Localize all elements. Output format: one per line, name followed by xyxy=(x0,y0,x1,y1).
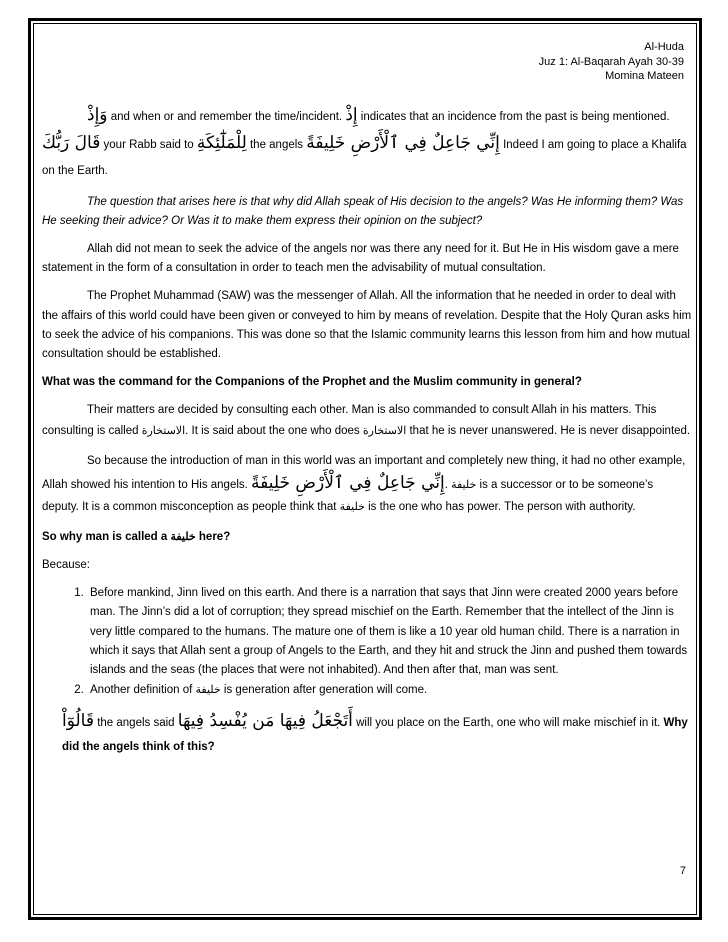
text-segment: will you place on the Earth, one who will make mischief in it. xyxy=(352,717,664,730)
text-segment: is the one who has power. The person with authority. xyxy=(364,500,636,513)
list-item: 1. Before mankind, Jinn lived on this earth. And there is a narration that says that Jinn were created 2000 years before man. The Jinn’s did a lot of corruption; they spread mischief on the Earth. Remember that the intellect of the Jinn is very little compared to the humans. The mature one of them is like a 10 year old human child. There is a narration in which it says that Allah sent a group of Angels to the Earth, and they hit and struck the Jinn and pushed them towards islands and the seas (the places that were not inhabited). And then after that, man was sent. xyxy=(87,584,692,680)
header-line1: Al-Huda xyxy=(644,41,684,53)
arabic-khalifa: خليفة xyxy=(339,499,365,513)
text-segment: the angels xyxy=(246,138,307,151)
text-segment: the angels said xyxy=(94,717,178,730)
arabic-khalifa: خليفة xyxy=(170,529,196,543)
arabic-idh: إِذْ xyxy=(345,104,358,125)
text-segment: So why man is called a xyxy=(42,530,171,543)
text-segment: . xyxy=(444,478,452,491)
text-segment: Another definition of xyxy=(90,684,196,697)
arabic-inni-jaail: إِنِّي جَاعِلٌ فِي ٱلْأَرْضِ خَلِيفَةً xyxy=(306,132,500,153)
arabic-istikhara: الاستخارة xyxy=(362,423,407,437)
text-segment: . It is said about the one who does xyxy=(185,424,363,437)
text-segment: here? xyxy=(195,530,231,543)
paragraph-prophet: The Prophet Muhammad (SAW) was the messenger of Allah. All the information that he needed in order to deal with the affairs of this world could have been given or conveyed to him by means of revelation. Despite that the Holy Quran asks him to seek the advice of his companions. This was done so that the Islamic community learns this lesson from him and how mutual consultation should be established. xyxy=(42,290,692,360)
reasons-list xyxy=(42,584,692,700)
arabic-inni-jaail: إِنِّي جَاعِلٌ فِي ٱلْأَرْضِ خَلِيفَةً xyxy=(251,472,445,493)
heading-why-khalifa xyxy=(42,527,692,547)
arabic-istikhara: الاستخارة xyxy=(141,423,186,437)
paragraph-consultation: Allah did not mean to seek the advice of the angels nor was there any need for it. But He in His wisdom gave a mere statement in the form of a consultation in order to teach men the advisability of mutual consultation. xyxy=(42,242,679,275)
text-segment: is a successor or to be someone’s deputy. It is a common misconception as people think that xyxy=(42,478,654,513)
document-body xyxy=(42,40,692,759)
arabic-qalu: قَالُوٓاْ xyxy=(62,711,94,732)
text-segment: and when or and remember the time/incident. xyxy=(107,110,346,123)
arabic-qala-rabbuka: قَالَ رَبُّكَ xyxy=(42,132,101,153)
list-item xyxy=(87,680,692,700)
header-line3: Momina Mateen xyxy=(605,70,684,82)
text-segment: your Rabb said to xyxy=(100,138,197,151)
paragraph-istikhara xyxy=(42,401,692,440)
text-segment: So because the introduction of man in this world was an important and completely new thing, it had no other example, Allah showed his intention to His angels. xyxy=(42,454,686,491)
paragraph-intro xyxy=(42,102,692,184)
arabic-khalifa: خليفة xyxy=(195,683,221,697)
label-because: Because: xyxy=(42,558,90,571)
arabic-atajalu: أَتَجْعَلُ فِيهَا مَن يُفْسِدُ فِيهَا xyxy=(177,711,353,732)
arabic-khalifa: خليفة xyxy=(451,477,477,491)
header-line2: Juz 1: Al-Baqarah Ayah 30-39 xyxy=(538,55,684,68)
page-number: 7 xyxy=(679,865,686,877)
arabic-lil-malaika: لِلْمَلَٰٓئِكَةِ xyxy=(196,132,247,153)
arabic-waidh: وَإِذْ xyxy=(87,104,108,125)
text-segment: Their matters are decided by consulting each other. Man is also commanded to consult Allah in his matters. This consulting is called xyxy=(42,404,657,437)
paragraph-question: The question that arises here is that why did Allah speak of His decision to the angels? Was He informing them? Was He seeking their advice? Or Was it to make them express their opinion on the subject? xyxy=(42,195,684,227)
heading-companions: What was the command for the Companions of the Prophet and the Muslim community in general? xyxy=(42,376,582,389)
text-segment: indicates that an incidence from the past is being mentioned. xyxy=(357,110,670,123)
paragraph-khalifa xyxy=(42,450,692,518)
text-segment: that he is never unanswered. He is never disappointed. xyxy=(406,424,691,437)
text-segment: Indeed I am going to place a Khalifa on the Earth. xyxy=(42,138,687,177)
page-header xyxy=(42,40,692,84)
paragraph-angels-said xyxy=(42,709,692,759)
bold-question: Why did the angels think of this? xyxy=(62,717,688,754)
text-segment: is generation after generation will come. xyxy=(220,684,428,697)
